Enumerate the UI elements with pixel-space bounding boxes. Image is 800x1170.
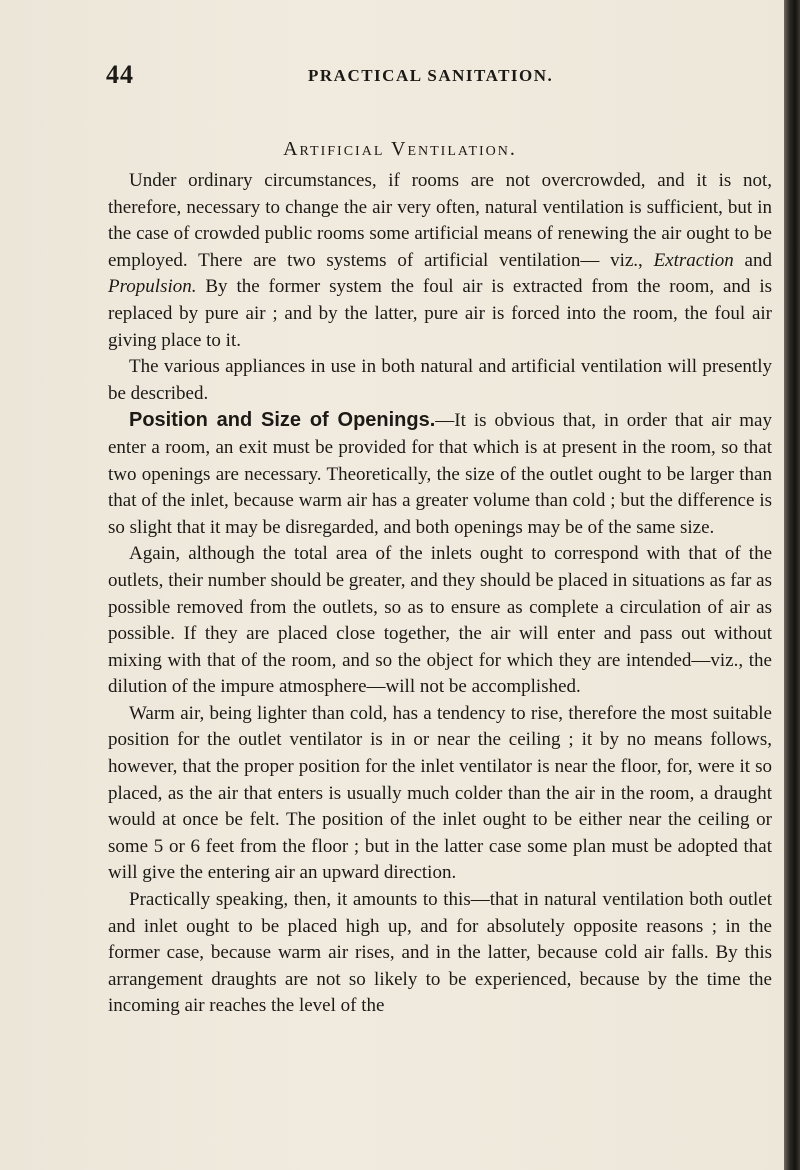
term-propulsion: Propulsion.: [108, 276, 197, 298]
paragraph-6: Practically speaking, then, it amounts to this—that in natural ventilation both outlet and inlet ought to be placed high up, and for absolutely opposite reasons ; in the former case, because warm air rises, and in the latter, because cold air falls. By this arrangement draughts are not so likely to be experienced, because by the time the incoming air reaches the level of the: [108, 889, 772, 1017]
paragraph-1: [108, 168, 772, 354]
section-title: Artificial Ventilation.: [283, 138, 517, 160]
subsection-heading: Position and Size of Openings.: [129, 409, 436, 432]
page-header: [106, 60, 706, 100]
body-text: [108, 168, 772, 1020]
paragraph-1-text-b: and: [733, 249, 772, 271]
paragraph-1-text-a: Under ordinary circumstances, if rooms are not overcrowded, and it is not, therefore, necessary to change the air very often, natural ventilation is sufficient, but in the case of crowded public rooms some artificial means of renewing the air ought to be employed. There are two systems of artificial ventilation— viz.,: [108, 170, 772, 271]
paragraph-3: [108, 407, 772, 541]
paragraph-2: The various appliances in use in both natural and artificial ventilation will presently be described.: [108, 356, 772, 404]
paragraph-3-text: —It is obvious that, in order that air may enter a room, an exit must be provided for that which is at present in the room, so that two openings are necessary. Theoretically, the size of the outlet ought to be larger than that of the inlet, because warm air has a greater volume than cold ; but the difference is so slight that it may be disregarded, and both openings may be of the same size.: [108, 410, 772, 538]
paragraph-1-text-c: By the former system the foul air is extracted from the room, and is replaced by pure air ; and by the latter, pure air is forced into the room, the foul air giving place to it.: [108, 276, 772, 351]
running-title: PRACTICAL SANITATION.: [308, 66, 554, 85]
paragraph-5: Warm air, being lighter than cold, has a tendency to rise, therefore the most suitable position for the outlet ventilator is in or near the ceiling ; it by no means follows, however, that the proper position for the inlet ventilator is near the floor, for, were it so placed, as the air that enters is usually much colder than the air in the room, a draught would at once be felt. The position of the inlet ought to be either near the ceiling or some 5 or 6 feet from the floor ; but in the latter case some plan must be adopted that will give the entering air an upward direction.: [108, 702, 772, 884]
paragraph-4: Again, although the total area of the inlets ought to correspond with that of the outlets, their number should be greater, and they should be placed in situations as far as possible removed from the outlets, so as to ensure as complete a circulation of air as possible. If they are placed close together, the air will enter and pass out without mixing with that of the room, and so the object for which they are intended—viz., the dilution of the impure atmosphere—will not be accomplished.: [108, 543, 772, 698]
page-number: 44: [106, 60, 134, 89]
term-extraction: Extraction: [653, 249, 734, 271]
book-spine-edge: [784, 0, 800, 1170]
